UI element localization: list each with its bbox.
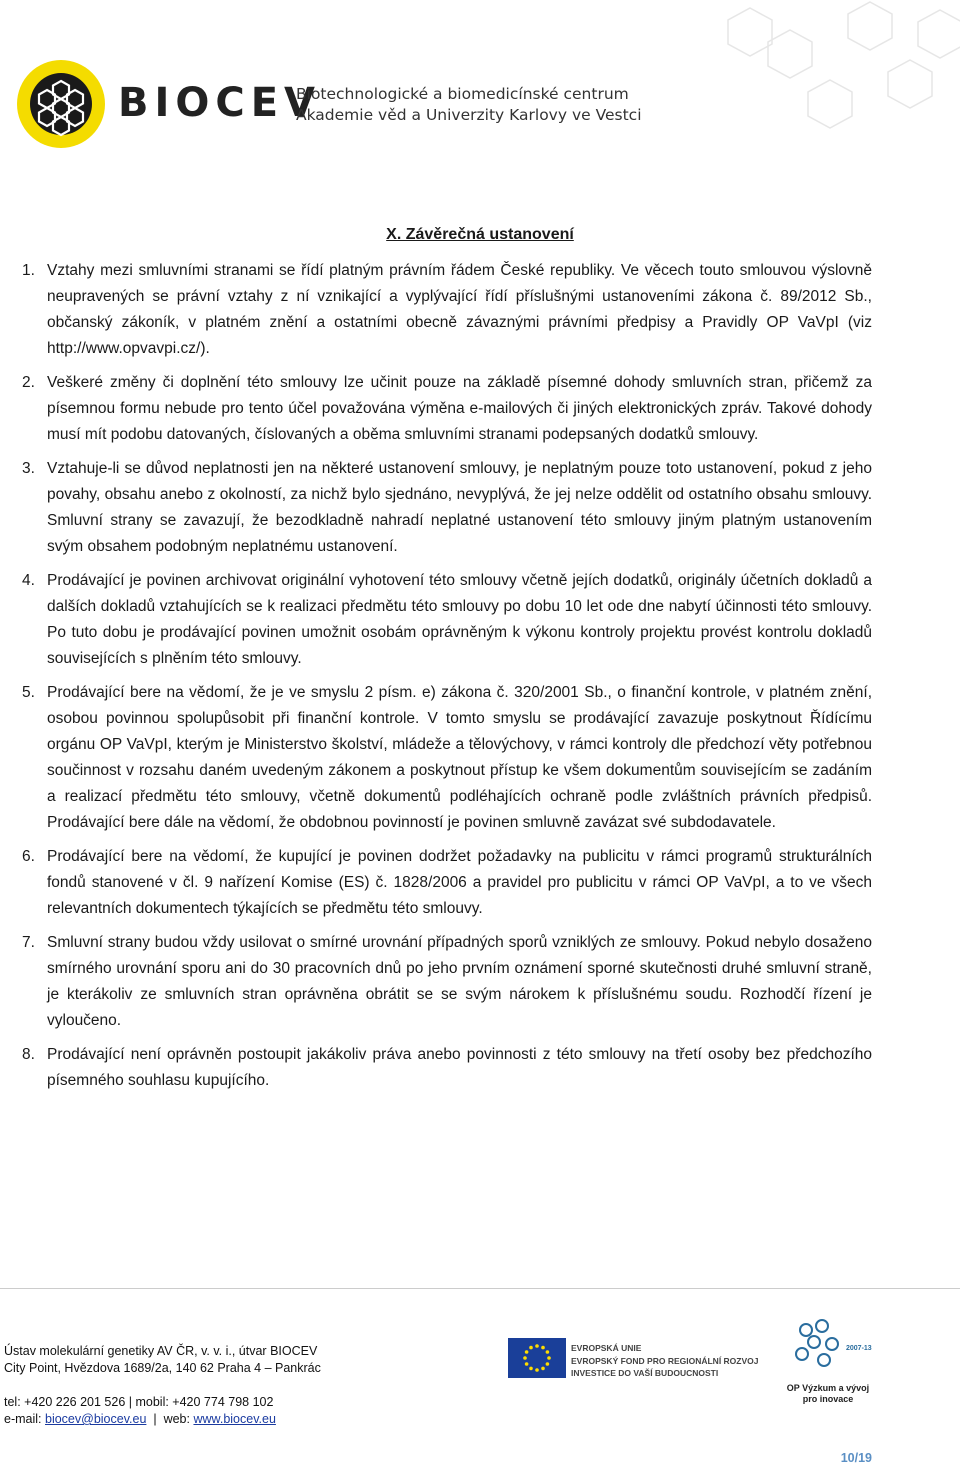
web-label: web:: [163, 1412, 190, 1426]
clause-number: 8.: [22, 1046, 35, 1063]
clause-text: Veškeré změny či doplnění této smlouvy lze učinit pouze na základě písemné dohody smluvních stran, přičemž za písemnou formu nebude pro tento účel považována výměna e-mailových či jiných elektronických zpráv. Takové dohody musí mít podobu datovaných, číslovaných a oběma smluvními stranami podepsaných dodatků smlouvy.: [47, 374, 872, 443]
footer-phones: tel: +420 226 201 526 | mobil: +420 774 798 102: [4, 1395, 274, 1409]
brand-subtitle-line1: Biotechnologické a biomedicínské centrum: [296, 85, 629, 103]
biocev-logo: [15, 58, 107, 150]
page-number: 10/19: [840, 1451, 872, 1465]
clause-5: [22, 680, 872, 836]
op-vavpi-logo: [788, 1318, 874, 1370]
clause-number: 1.: [22, 262, 35, 279]
footer-address: City Point, Hvězdova 1689/2a, 140 62 Praha 4 – Pankrác: [4, 1361, 321, 1375]
clause-text: Prodávající bere na vědomí, že je ve smyslu 2 písm. e) zákona č. 320/2001 Sb., o finanční kontrole, v platném znění, osobou povinnou spolupůsobit při finanční kontrole. V tomto smyslu se prodávající zavazuje poskytnout Řídícímu orgánu OP VaVpI, kterým je Ministerstvo školství, mládeže a tělovýchovy, v rámci kontroly dle předchozí věty potřebnou součinnost v rozsahu daném uvedeným zákonem a poskytnout přístup ke všem dokumentům souvisejícím se zadáním a realizací předmětu této smlouvy, včetně dokumentů podléhajících ochraně podle zvláštních právních předpisů. Prodávající bere dále na vědomí, že obdobnou povinností je povinen smluvně zavázat své subdodavatele.: [47, 684, 872, 831]
clause-text: Prodávající není oprávněn postoupit jakákoliv práva anebo povinnosti z této smlouvy na třetí osoby bez předchozího písemného souhlasu kupujícího.: [47, 1046, 872, 1089]
clause-text: Vztahy mezi smluvními stranami se řídí platným právním řádem České republiky. Ve věcech touto smlouvou výslovně neupravených se právní vztahy z ní vznikající a vyplývající řídí příslušnými ustanoveními zákona č. 89/2012 Sb., občanský zákoník, v platném znění a ostatními obecně závaznými právními předpisy a Pravidly OP VaVpI (viz http://www.opvavpi.cz/).: [47, 262, 872, 357]
footer-contact: [4, 1343, 321, 1428]
op-line2: pro inovace: [802, 1394, 854, 1404]
clause-number: 5.: [22, 684, 35, 701]
op-year: 2007-13: [846, 1345, 872, 1352]
clause-text: Prodávající bere na vědomí, že kupující je povinen dodržet požadavky na publicitu v rámci programů strukturálních fondů stanovené v čl. 9 nařízení Komise (ES) č. 1828/2006 a pravidel pro publicitu v rámci OP VaVpI, a to ve všech relevantních dokumentech týkajících se předmětu této smlouvy.: [47, 848, 872, 917]
eu-line1: EVROPSKÁ UNIE: [571, 1343, 642, 1353]
clause-text: Smluvní strany budou vždy usilovat o smírné urovnání případných sporů vzniklých ze smlouvy. Pokud nebylo dosaženo smírného urovnání sporu ani do 30 pracovních dnů po jeho prvním oznámení sporné skutečnosti druhé smluvní straně, je kterákoliv ze smluvních stran oprávněna obrátit se se svým nárokem k příslušnému soudu. Rozhodčí řízení je vyloučeno.: [47, 934, 872, 1029]
clause-7: [22, 930, 872, 1034]
clause-1: [22, 258, 872, 362]
brand-subtitle: [296, 84, 642, 126]
clause-number: 3.: [22, 460, 35, 477]
clause-2: [22, 370, 872, 448]
eu-line3: INVESTICE DO VAŠÍ BUDOUCNOSTI: [571, 1368, 719, 1378]
clause-number: 2.: [22, 374, 35, 391]
footer-email-web: e-mail: biocev@biocev.eu | web: www.biocev.eu: [4, 1412, 276, 1426]
brand-name: BIOCEV: [118, 80, 322, 126]
clause-number: 4.: [22, 572, 35, 589]
clause-number: 6.: [22, 848, 35, 865]
section-title: X. Závěrečná ustanovení: [386, 226, 574, 243]
op-line1: OP Výzkum a vývoj: [786, 1383, 870, 1393]
clause-list: [22, 258, 872, 1102]
brand-subtitle-line2: Akademie věd a Univerzity Karlovy ve Vestci: [296, 106, 642, 124]
clause-text: Prodávající je povinen archivovat originální vyhotovení této smlouvy včetně jejích dodatků, originály účetních dokladů a dalších dokladů vztahujících se k realizaci předmětu této smlouvy po dobu 10 let ode dne nabytí účinnosti této smlouvy. Po tuto dobu je prodávající povinen umožnit osobám oprávněným k výkonu kontroly projektu provést kontrolu dokladů souvisejících s plněním této smlouvy.: [47, 572, 872, 667]
eu-line2: EVROPSKÝ FOND PRO REGIONÁLNÍ ROZVOJ: [571, 1355, 759, 1366]
op-vavpi-text: [770, 1383, 886, 1405]
eu-funding-text: [571, 1342, 759, 1380]
clause-3: [22, 456, 872, 560]
hexagon-pattern: [540, 0, 960, 150]
footer-divider: [0, 1288, 960, 1289]
email-label: e-mail:: [4, 1412, 42, 1426]
web-link[interactable]: www.biocev.eu: [193, 1412, 276, 1426]
clause-text: Vztahuje-li se důvod neplatnosti jen na některé ustanovení smlouvy, je neplatným pouze toto ustanovení, pokud z jeho povahy, obsahu anebo z okolností, za nichž bylo sjednáno, nevyplývá, že jej nelze oddělit od ostatního obsahu smlouvy. Smluvní strany se zavazují, že bezodkladně nahradí neplatné ustanovení této smlouvy jiným platným ustanovením svým obsahem podobným neplatnému ustanovení.: [47, 460, 872, 555]
footer-org: Ústav molekulární genetiky AV ČR, v. v. i., útvar BIOCEV: [4, 1344, 318, 1358]
clause-4: [22, 568, 872, 672]
clause-number: 7.: [22, 934, 35, 951]
eu-flag-icon: [508, 1338, 566, 1378]
clause-6: [22, 844, 872, 922]
email-link[interactable]: biocev@biocev.eu: [45, 1412, 147, 1426]
clause-8: [22, 1042, 872, 1094]
